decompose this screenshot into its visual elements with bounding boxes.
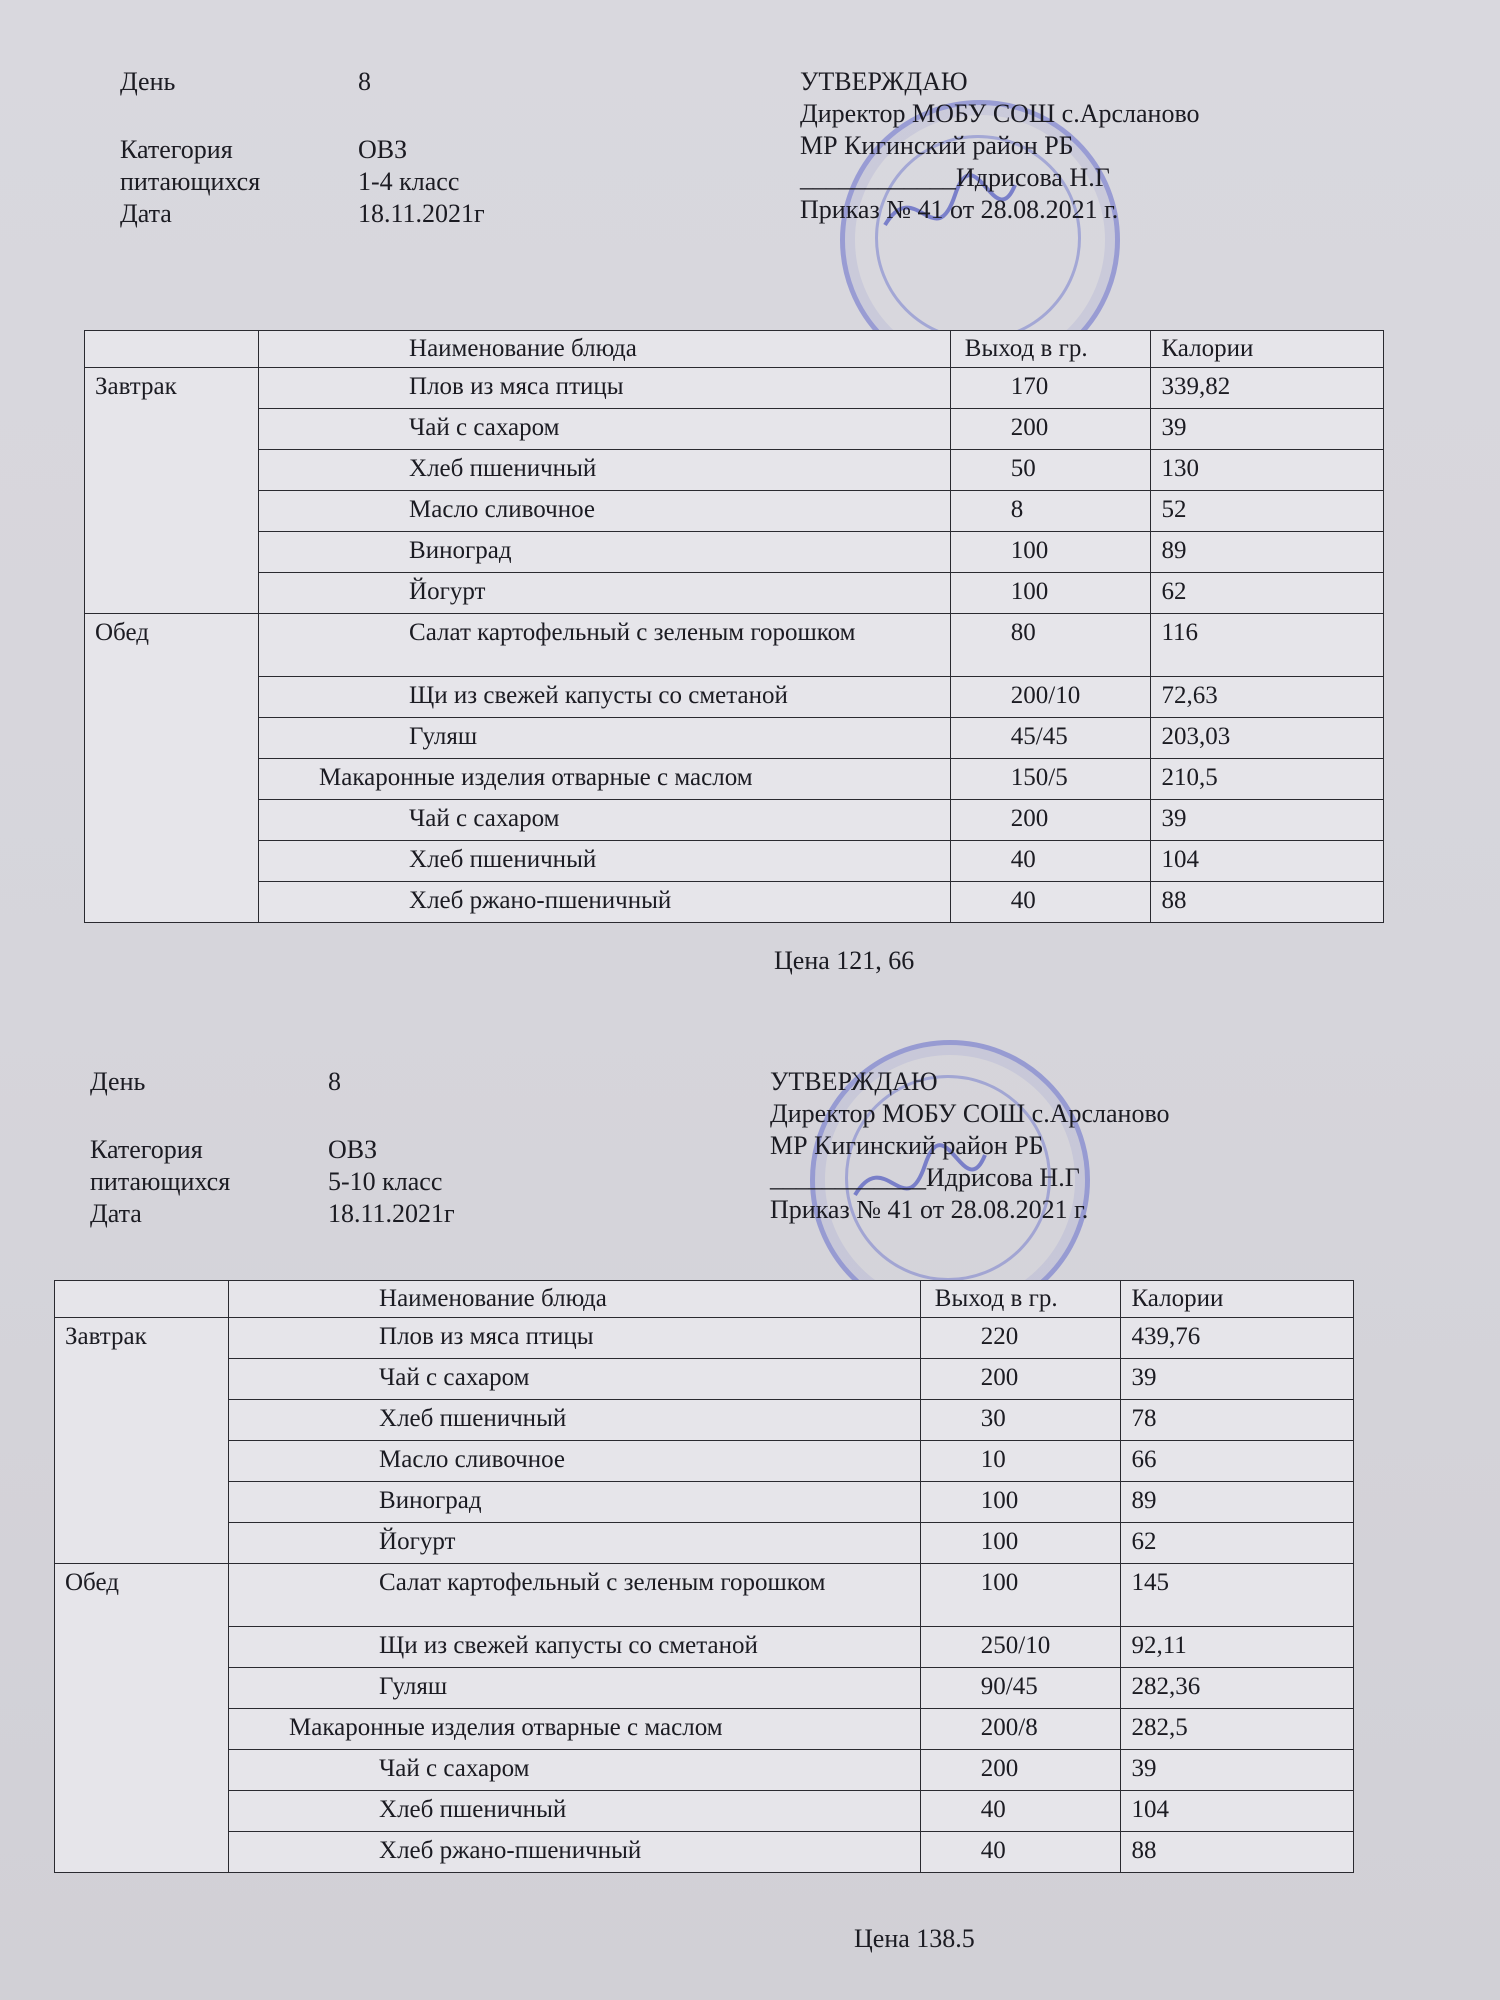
dish-calories: 89 — [1121, 1482, 1354, 1523]
approve-signature: ____________Идрисова Н.Г — [770, 1163, 1080, 1192]
category-row — [120, 134, 620, 166]
dish-yield: 100 — [920, 1564, 1121, 1627]
dish-yield: 250/10 — [920, 1627, 1121, 1668]
dish-name: Хлеб пшеничный — [259, 450, 951, 491]
dish-name: Плов из мяса птицы — [259, 368, 951, 409]
dish-name: Макаронные изделия отварные с маслом — [259, 759, 951, 800]
category-value: ОВЗ — [328, 1135, 378, 1164]
category-row-2 — [120, 166, 620, 198]
table-row — [85, 759, 1384, 800]
menu-price: Цена 121, 66 — [774, 946, 915, 975]
header-dish: Наименование блюда — [259, 331, 951, 368]
table-row — [85, 368, 1384, 409]
dish-calories: 203,03 — [1151, 718, 1384, 759]
dish-calories: 89 — [1151, 532, 1384, 573]
meal-breakfast: Завтрак — [55, 1318, 229, 1564]
meal-lunch: Обед — [85, 614, 259, 923]
table-row — [85, 450, 1384, 491]
dish-yield: 200/10 — [950, 677, 1151, 718]
dish-calories: 88 — [1151, 882, 1384, 923]
dish-calories: 39 — [1151, 800, 1384, 841]
header-yield: Выход в гр. — [920, 1281, 1121, 1318]
dish-name: Чай с сахаром — [229, 1750, 921, 1791]
table-row — [55, 1441, 1354, 1482]
table-row — [55, 1750, 1354, 1791]
dish-name: Хлеб ржано-пшеничный — [229, 1832, 921, 1873]
dish-name: Виноград — [259, 532, 951, 573]
dish-calories: 130 — [1151, 450, 1384, 491]
dish-yield: 40 — [950, 841, 1151, 882]
dish-yield: 10 — [920, 1441, 1121, 1482]
table-row — [55, 1482, 1354, 1523]
date-label: Дата — [120, 199, 172, 228]
dish-name: Хлеб пшеничный — [229, 1791, 921, 1832]
table-row — [55, 1523, 1354, 1564]
dish-yield: 200 — [950, 800, 1151, 841]
dish-name: Макаронные изделия отварные с маслом — [229, 1709, 921, 1750]
dish-yield: 100 — [920, 1482, 1121, 1523]
dish-calories: 62 — [1121, 1523, 1354, 1564]
dish-calories: 62 — [1151, 573, 1384, 614]
table-row — [55, 1400, 1354, 1441]
day-row — [120, 66, 620, 98]
table-row — [85, 491, 1384, 532]
header-meal — [55, 1281, 229, 1318]
approve-title: УТВЕРЖДАЮ — [770, 1067, 938, 1096]
dish-calories: 72,63 — [1151, 677, 1384, 718]
dish-yield: 200/8 — [920, 1709, 1121, 1750]
approve-title: УТВЕРЖДАЮ — [800, 67, 968, 96]
category-label: Категория — [90, 1135, 203, 1164]
dish-name: Гуляш — [259, 718, 951, 759]
approval-block — [770, 1066, 1290, 1226]
category-row — [90, 1134, 590, 1166]
header-yield: Выход в гр. — [950, 331, 1151, 368]
approve-director: Директор МОБУ СОШ с.Арсланово — [770, 1099, 1170, 1128]
menu-meta — [120, 66, 620, 230]
table-row — [55, 1627, 1354, 1668]
menu-block-1 — [84, 60, 1384, 975]
table-row — [55, 1668, 1354, 1709]
dish-name: Щи из свежей капусты со сметаной — [229, 1627, 921, 1668]
dish-yield: 100 — [950, 532, 1151, 573]
date-value: 18.11.2021г — [328, 1199, 455, 1228]
menu-table — [84, 330, 1384, 923]
dish-name: Масло сливочное — [259, 491, 951, 532]
dish-calories: 104 — [1151, 841, 1384, 882]
table-row — [85, 841, 1384, 882]
dish-name: Чай с сахаром — [259, 409, 951, 450]
day-row — [90, 1066, 590, 1098]
dish-name: Плов из мяса птицы — [229, 1318, 921, 1359]
table-row — [55, 1564, 1354, 1627]
day-label: День — [120, 67, 176, 96]
dish-calories: 39 — [1121, 1359, 1354, 1400]
table-row — [55, 1318, 1354, 1359]
dish-yield: 100 — [950, 573, 1151, 614]
dish-name: Чай с сахаром — [259, 800, 951, 841]
header-meal — [85, 331, 259, 368]
table-row — [85, 614, 1384, 677]
approve-district: МР Кигинский район РБ — [800, 131, 1074, 160]
date-row — [120, 198, 620, 230]
dish-yield: 30 — [920, 1400, 1121, 1441]
day-label: День — [90, 1067, 146, 1096]
dish-yield: 100 — [920, 1523, 1121, 1564]
dish-calories: 39 — [1151, 409, 1384, 450]
dish-name: Салат картофельный с зеленым горошком — [259, 614, 951, 677]
dish-calories: 210,5 — [1151, 759, 1384, 800]
header-calories: Калории — [1121, 1281, 1354, 1318]
class-value: 5-10 класс — [328, 1167, 443, 1196]
table-header-row — [55, 1281, 1354, 1318]
approve-district: МР Кигинский район РБ — [770, 1131, 1044, 1160]
approve-signature: ____________Идрисова Н.Г — [800, 163, 1110, 192]
dish-calories: 52 — [1151, 491, 1384, 532]
category-label-2: питающихся — [90, 1167, 231, 1196]
dish-name: Хлеб пшеничный — [259, 841, 951, 882]
dish-name: Виноград — [229, 1482, 921, 1523]
dish-name: Щи из свежей капусты со сметаной — [259, 677, 951, 718]
table-header-row — [85, 331, 1384, 368]
dish-yield: 90/45 — [920, 1668, 1121, 1709]
dish-yield: 50 — [950, 450, 1151, 491]
dish-yield: 200 — [950, 409, 1151, 450]
dish-calories: 282,36 — [1121, 1668, 1354, 1709]
table-row — [55, 1709, 1354, 1750]
table-row — [55, 1359, 1354, 1400]
approve-director: Директор МОБУ СОШ с.Арсланово — [800, 99, 1200, 128]
class-value: 1-4 класс — [358, 167, 460, 196]
dish-calories: 439,76 — [1121, 1318, 1354, 1359]
dish-calories: 145 — [1121, 1564, 1354, 1627]
dish-yield: 40 — [950, 882, 1151, 923]
date-row — [90, 1198, 590, 1230]
table-row — [55, 1832, 1354, 1873]
dish-calories: 116 — [1151, 614, 1384, 677]
dish-name: Йогурт — [259, 573, 951, 614]
dish-yield: 40 — [920, 1791, 1121, 1832]
header-calories: Калории — [1151, 331, 1384, 368]
dish-yield: 80 — [950, 614, 1151, 677]
menu-header — [84, 60, 1384, 330]
dish-name: Хлеб ржано-пшеничный — [259, 882, 951, 923]
meal-breakfast: Завтрак — [85, 368, 259, 614]
dish-calories: 339,82 — [1151, 368, 1384, 409]
dish-calories: 104 — [1121, 1791, 1354, 1832]
dish-yield: 150/5 — [950, 759, 1151, 800]
dish-name: Гуляш — [229, 1668, 921, 1709]
category-value: ОВЗ — [358, 135, 408, 164]
day-value: 8 — [358, 67, 371, 96]
dish-name: Йогурт — [229, 1523, 921, 1564]
table-row — [55, 1791, 1354, 1832]
dish-name: Чай с сахаром — [229, 1359, 921, 1400]
dish-calories: 39 — [1121, 1750, 1354, 1791]
dish-name: Хлеб пшеничный — [229, 1400, 921, 1441]
category-row-2 — [90, 1166, 590, 1198]
category-label: Категория — [120, 135, 233, 164]
dish-yield: 40 — [920, 1832, 1121, 1873]
table-row — [85, 409, 1384, 450]
menu-price: Цена 138.5 — [854, 1924, 975, 1953]
dish-calories: 92,11 — [1121, 1627, 1354, 1668]
header-dish: Наименование блюда — [229, 1281, 921, 1318]
dish-yield: 8 — [950, 491, 1151, 532]
table-row — [85, 677, 1384, 718]
table-row — [85, 800, 1384, 841]
menu-meta — [90, 1066, 590, 1230]
dish-calories: 88 — [1121, 1832, 1354, 1873]
table-row — [85, 882, 1384, 923]
dish-calories: 78 — [1121, 1400, 1354, 1441]
table-row — [85, 532, 1384, 573]
dish-calories: 282,5 — [1121, 1709, 1354, 1750]
dish-name: Салат картофельный с зеленым горошком — [229, 1564, 921, 1627]
dish-yield: 170 — [950, 368, 1151, 409]
dish-name: Масло сливочное — [229, 1441, 921, 1482]
meal-lunch: Обед — [55, 1564, 229, 1873]
approve-order: Приказ № 41 от 28.08.2021 г. — [770, 1195, 1089, 1224]
dish-calories: 66 — [1121, 1441, 1354, 1482]
dish-yield: 220 — [920, 1318, 1121, 1359]
table-row — [85, 718, 1384, 759]
category-label-2: питающихся — [120, 167, 261, 196]
date-label: Дата — [90, 1199, 142, 1228]
day-value: 8 — [328, 1067, 341, 1096]
approval-block — [800, 66, 1320, 226]
dish-yield: 45/45 — [950, 718, 1151, 759]
dish-yield: 200 — [920, 1750, 1121, 1791]
approve-order: Приказ № 41 от 28.08.2021 г. — [800, 195, 1119, 224]
table-row — [85, 573, 1384, 614]
menu-table — [54, 1280, 1354, 1873]
menu-block-2 — [54, 1060, 1354, 1953]
dish-yield: 200 — [920, 1359, 1121, 1400]
date-value: 18.11.2021г — [358, 199, 485, 228]
